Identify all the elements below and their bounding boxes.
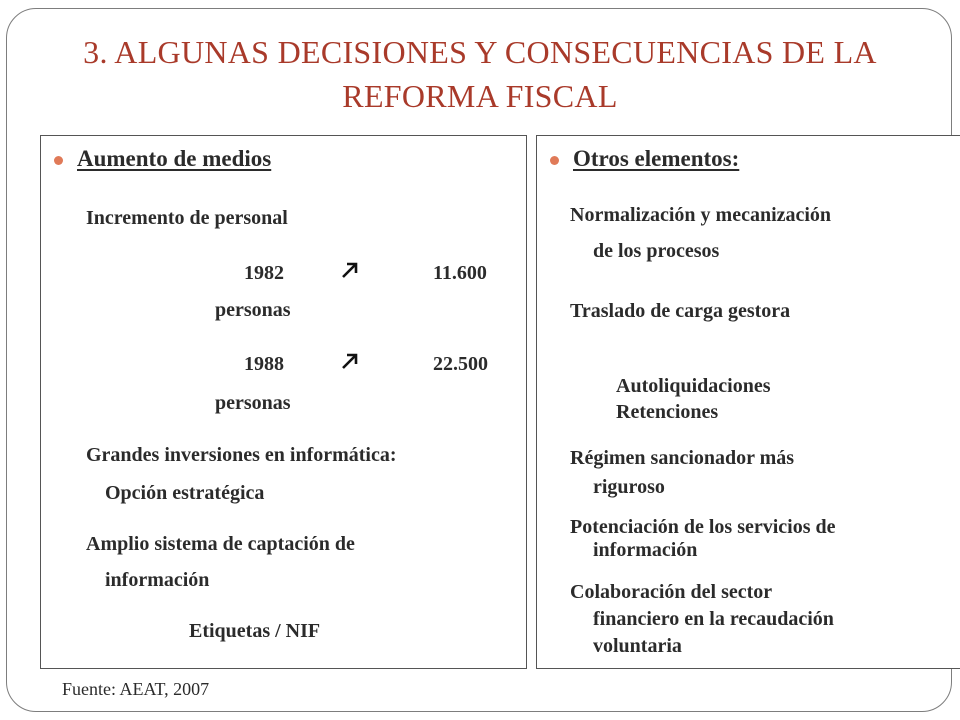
traslado-label: Traslado de carga gestora [570,300,791,322]
normalizacion-line-1: Normalización y mecanización [570,204,832,226]
regimen-line-2: riguroso [593,476,665,498]
retenciones-label: Retenciones [616,401,719,423]
value-1982: 11.600 [433,262,487,284]
slide-title [0,30,960,118]
regimen-line-1: Régimen sancionador más [570,447,795,469]
personal-label: Incremento de personal [86,207,288,229]
potenciacion-line-2: información [593,539,698,561]
year-1982: 1982 [244,262,284,284]
value-1988: 22.500 [433,353,488,375]
left-heading: Aumento de medios [77,146,272,171]
right-heading: Otros elementos: [573,146,740,171]
colaboracion-line-3: voluntaria [593,635,682,657]
colaboracion-line-1: Colaboración del sector [570,581,773,603]
unit-1982: personas [215,299,291,321]
title-line-1: 3. ALGUNAS DECISIONES Y CONSECUENCIAS DE LA [83,34,877,70]
etiquetas-label: Etiquetas / NIF [189,620,321,642]
arrow-up-right-icon [339,350,361,372]
captacion-line-2: información [105,569,210,591]
source-note: Fuente: AEAT, 2007 [62,679,210,699]
bullet-icon [54,156,63,165]
inversiones-line-2: Opción estratégica [105,482,265,504]
year-1988: 1988 [244,353,284,375]
title-line-2: REFORMA FISCAL [342,78,618,114]
arrow-up-right-icon [339,259,361,281]
normalizacion-line-2: de los procesos [593,240,720,262]
captacion-line-1: Amplio sistema de captación de [86,533,355,555]
inversiones-line-1: Grandes inversiones en informática: [86,444,397,466]
bullet-icon [550,156,559,165]
left-panel [40,135,527,669]
autoliquidaciones-label: Autoliquidaciones [616,375,771,397]
potenciacion-line-1: Potenciación de los servicios de [570,516,836,538]
colaboracion-line-2: financiero en la recaudación [593,608,834,630]
right-panel [536,135,960,669]
unit-1988: personas [215,392,291,414]
